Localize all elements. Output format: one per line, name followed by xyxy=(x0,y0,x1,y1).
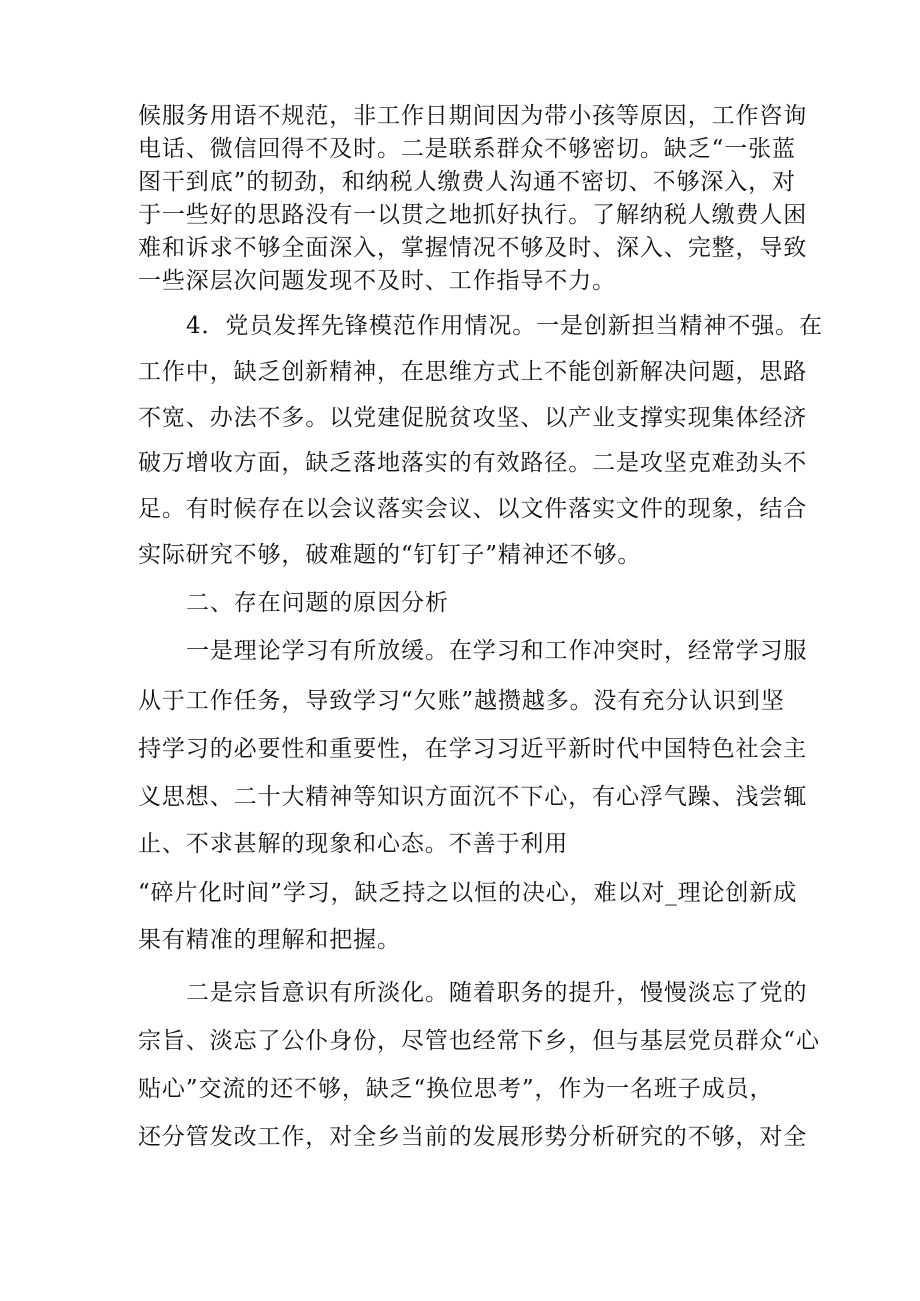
text-line: 电话、微信回得不及时。二是联系群众不够密切。缺乏“一张蓝 xyxy=(138,136,796,162)
text-line: 工作中，缺乏创新精神，在思维方式上不能创新解决问题，思路 xyxy=(138,359,808,385)
text-line: 宗旨、淡忘了公仆身份，尽管也经常下乡，但与基层党员群众“心 xyxy=(138,1028,820,1054)
text-line: 足。有时候存在以会议落实会议、以文件落实文件的现象，结合 xyxy=(138,496,808,522)
text-line: 实际研究不够，破难题的“钉钉子”精神还不够。 xyxy=(138,542,642,568)
text-line: 一是理论学习有所放缓。在学习和工作冲突时，经常学习服 xyxy=(186,638,808,664)
text-line: 果有精准的理解和把握。 xyxy=(138,927,401,953)
text-line: 于一些好的思路没有一以贯之地抓好执行。了解纳税人缴费人困 xyxy=(138,202,808,228)
text-line: 止、不求甚解的现象和心态。不善于利用 xyxy=(138,831,569,857)
text-line: 还分管发改工作，对全乡当前的发展形势分析研究的不够，对全 xyxy=(138,1124,808,1150)
text-line: 不宽、办法不多。以党建促脱贫攻坚、以产业支撑实现集体经济 xyxy=(138,405,808,431)
text-line: 难和诉求不够全面深入，掌握情况不够及时、深入、完整，导致 xyxy=(138,235,808,261)
text-line: 破万增收方面，缺乏落地落实的有效路径。二是攻坚克难劲头不 xyxy=(138,450,808,476)
text-line: 一些深层次问题发现不及时、工作指导不力。 xyxy=(138,268,616,294)
section-heading: 二、存在问题的原因分析 xyxy=(186,590,449,616)
text-line: 贴心”交流的还不够，缺乏“换位思考”，作为一名班子成员， xyxy=(138,1076,774,1102)
text-line: “碎片化时间”学习，缺乏持之以恒的决心，难以对_理论创新成 xyxy=(138,880,798,906)
text-line: 候服务用语不规范，非工作日期间因为带小孩等原因，工作咨询 xyxy=(138,103,808,129)
text-line: 图干到底”的韧劲，和纳税人缴费人沟通不密切、不够深入，对 xyxy=(138,169,796,195)
text-line: 义思想、二十大精神等知识方面沉不下心，有心浮气躁、浅尝辄 xyxy=(138,784,808,810)
text-line: 4．党员发挥先锋模范作用情况。一是创新担当精神不强。在 xyxy=(186,313,823,339)
text-line: 从于工作任务，导致学习“欠账”越攒越多。没有充分认识到坚 xyxy=(138,688,785,714)
text-line: 二是宗旨意识有所淡化。随着职务的提升，慢慢淡忘了党的 xyxy=(186,980,808,1006)
text-line: 持学习的必要性和重要性，在学习习近平新时代中国特色社会主 xyxy=(138,736,808,762)
